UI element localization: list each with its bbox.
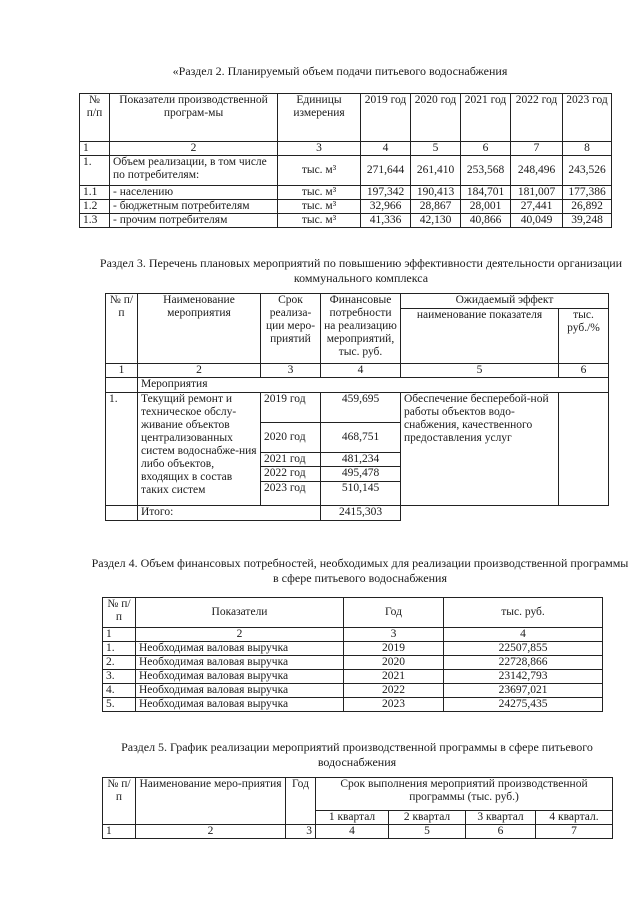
s2-row-name: - прочим потребителям: [110, 214, 278, 228]
s2-header-num: № п/п: [80, 94, 110, 142]
s4-row-num: 4.: [103, 684, 136, 698]
s3-year: 2020 год: [261, 423, 321, 453]
s2-row-unit: тыс. м³: [278, 156, 361, 186]
s4-row-year: 2020: [344, 656, 444, 670]
s5-colnum: 1: [103, 825, 136, 839]
s5-header-year: Год: [286, 778, 316, 825]
s2-row-unit: тыс. м³: [278, 214, 361, 228]
s5-colnum: 2: [136, 825, 286, 839]
s3-colnum: 4: [321, 364, 401, 378]
s4-row-name: Необходимая валовая выручка: [136, 684, 344, 698]
s2-colnum: 4: [361, 142, 411, 156]
s2-header-indicators: Показатели производственной програм-мы: [110, 94, 278, 142]
s3-colnum: 2: [138, 364, 261, 378]
s2-row-value: 39,248: [563, 214, 612, 228]
s2-row-num: 1.1: [80, 186, 110, 200]
s4-row-num: 2.: [103, 656, 136, 670]
s3-year: 2019 год: [261, 393, 321, 423]
s2-row-value: 41,336: [361, 214, 411, 228]
s3-colnum: 6: [559, 364, 609, 378]
table-row: [103, 670, 603, 684]
s4-row-year: 2022: [344, 684, 444, 698]
s3-header-indicator-name: наименование показателя: [401, 309, 559, 364]
section5-table: [102, 777, 613, 839]
s4-colnum: 3: [344, 628, 444, 642]
section5-title: Раздел 5. График реализации мероприятий производственной программы в сфере питьевого водоснабжения: [121, 740, 593, 769]
s3-effect-rub: [559, 393, 609, 506]
s3-header-term: Срок реализа-ции меро-приятий: [261, 294, 321, 364]
section3-table: [105, 293, 609, 521]
s2-header-2020: 2020 год: [411, 94, 461, 142]
s4-row-year: 2019: [344, 642, 444, 656]
s2-row-value: 40,049: [511, 214, 563, 228]
table-row: [80, 214, 612, 228]
s3-year-value: 495,478: [321, 467, 401, 482]
s4-row-name: Необходимая валовая выручка: [136, 698, 344, 712]
s2-row-value: 40,866: [461, 214, 511, 228]
s3-effect-text: Обеспечение бесперебой-ной работы объектов водо-снабжения, качественного предоставления услуг: [401, 393, 559, 506]
table-row: [103, 684, 603, 698]
s2-row-value: 253,568: [461, 156, 511, 186]
table-row: [80, 200, 612, 214]
s4-row-value: 23142,793: [444, 670, 603, 684]
s2-row-num: 1.2: [80, 200, 110, 214]
s2-colnum: 3: [278, 142, 361, 156]
s5-header-q3: 3 квартал: [466, 811, 536, 825]
s4-header-indicators: Показатели: [136, 598, 344, 628]
s2-colnum: 5: [411, 142, 461, 156]
s4-header-num: № п/п: [103, 598, 136, 628]
s3-colnum: 1: [106, 364, 138, 378]
s5-header-term: Срок выполнения мероприятий производственной программы (тыс. руб.): [316, 778, 613, 811]
table-row: [103, 698, 603, 712]
s3-year-value: 459,695: [321, 393, 401, 423]
s5-colnum: 6: [466, 825, 536, 839]
s3-item-name: Текущий ремонт и техническое обслу-живание объектов централизованных систем водоснабже-ния либо объектов, входящих в состав таких систем: [138, 393, 261, 506]
s5-colnum: 3: [286, 825, 316, 839]
s3-header-effect: Ожидаемый эффект: [401, 294, 609, 309]
s2-header-2021: 2021 год: [461, 94, 511, 142]
s5-colnum: 7: [536, 825, 613, 839]
s3-header-rub: тыс. руб./%: [559, 309, 609, 364]
s2-row-unit: тыс. м³: [278, 186, 361, 200]
s2-colnum: 6: [461, 142, 511, 156]
table-row: [80, 156, 612, 186]
s2-row-value: 261,410: [411, 156, 461, 186]
s2-row-value: 28,001: [461, 200, 511, 214]
s2-row-unit: тыс. м³: [278, 200, 361, 214]
s4-row-name: Необходимая валовая выручка: [136, 670, 344, 684]
section3-title: Раздел 3. Перечень плановых мероприятий по повышению эффективности деятельности организации коммунального комплекса: [99, 256, 623, 285]
s2-row-value: 248,496: [511, 156, 563, 186]
s4-header-year: Год: [344, 598, 444, 628]
section4-table: [102, 597, 603, 712]
s5-header-q1: 1 квартал: [316, 811, 389, 825]
s4-colnum: 4: [444, 628, 603, 642]
s2-row-num: 1.3: [80, 214, 110, 228]
s2-row-value: 190,413: [411, 186, 461, 200]
table-row: [103, 656, 603, 670]
section2-table: [79, 93, 612, 228]
section4-title: Раздел 4. Объем финансовых потребностей, необходимых для реализации производственной программы в сфере питьевого водоснабжения: [91, 556, 629, 585]
s2-row-value: 197,342: [361, 186, 411, 200]
s4-row-year: 2023: [344, 698, 444, 712]
s3-total-label: Итого:: [138, 506, 321, 521]
s3-header-finance: Финансовые потребности на реализацию мероприятий, тыс. руб.: [321, 294, 401, 364]
s4-row-value: 24275,435: [444, 698, 603, 712]
s5-header-num: № п/п: [103, 778, 136, 825]
s3-colnum: 3: [261, 364, 321, 378]
s3-year: 2022 год: [261, 467, 321, 482]
s2-row-value: 181,007: [511, 186, 563, 200]
s4-header-rub: тыс. руб.: [444, 598, 603, 628]
s4-row-num: 3.: [103, 670, 136, 684]
s4-row-name: Необходимая валовая выручка: [136, 642, 344, 656]
s4-row-value: 22728,866: [444, 656, 603, 670]
s3-header-name: Наименование мероприятия: [138, 294, 261, 364]
s4-row-year: 2021: [344, 670, 444, 684]
s2-row-value: 32,966: [361, 200, 411, 214]
s3-year-value: 468,751: [321, 423, 401, 453]
s4-row-name: Необходимая валовая выручка: [136, 656, 344, 670]
s5-colnum: 4: [316, 825, 389, 839]
s4-row-num: 1.: [103, 642, 136, 656]
s2-header-2019: 2019 год: [361, 94, 411, 142]
s3-year: 2021 год: [261, 453, 321, 467]
s4-row-value: 22507,855: [444, 642, 603, 656]
s2-header-2022: 2022 год: [511, 94, 563, 142]
s2-row-value: 28,867: [411, 200, 461, 214]
s5-colnum: 5: [389, 825, 466, 839]
s2-header-units: Единицы измерения: [278, 94, 361, 142]
s2-row-value: 27,441: [511, 200, 563, 214]
s2-row-name: Объем реализации, в том числе по потребителям:: [110, 156, 278, 186]
s2-row-value: 271,644: [361, 156, 411, 186]
s2-row-value: 177,386: [563, 186, 612, 200]
s4-colnum: 2: [136, 628, 344, 642]
s2-row-value: 184,701: [461, 186, 511, 200]
s3-measures-label: Мероприятия: [138, 378, 609, 393]
s2-colnum: 2: [110, 142, 278, 156]
s4-row-value: 23697,021: [444, 684, 603, 698]
s5-header-name: Наименование меро-приятия: [136, 778, 286, 825]
s2-row-name: - населению: [110, 186, 278, 200]
s5-header-q4: 4 квартал.: [536, 811, 613, 825]
s2-row-value: 42,130: [411, 214, 461, 228]
s3-year-value: 481,234: [321, 453, 401, 467]
s2-row-value: 243,526: [563, 156, 612, 186]
s2-colnum: 8: [563, 142, 612, 156]
s4-row-num: 5.: [103, 698, 136, 712]
s4-colnum: 1: [103, 628, 136, 642]
s3-item-num: 1.: [106, 393, 138, 506]
table-row: [103, 642, 603, 656]
s2-colnum: 1: [80, 142, 110, 156]
s3-colnum: 5: [401, 364, 559, 378]
s2-row-value: 26,892: [563, 200, 612, 214]
section2-title: «Раздел 2. Планируемый объем подачи питьевого водоснабжения: [172, 64, 508, 78]
s5-header-q2: 2 квартал: [389, 811, 466, 825]
s2-header-2023: 2023 год: [563, 94, 612, 142]
s2-row-num: 1.: [80, 156, 110, 186]
s3-year-value: 510,145: [321, 482, 401, 506]
table-row: [80, 186, 612, 200]
s3-total-value: 2415,303: [321, 506, 401, 521]
s2-colnum: 7: [511, 142, 563, 156]
s3-year: 2023 год: [261, 482, 321, 506]
s2-row-name: - бюджетным потребителям: [110, 200, 278, 214]
s3-header-num: № п/п: [106, 294, 138, 364]
